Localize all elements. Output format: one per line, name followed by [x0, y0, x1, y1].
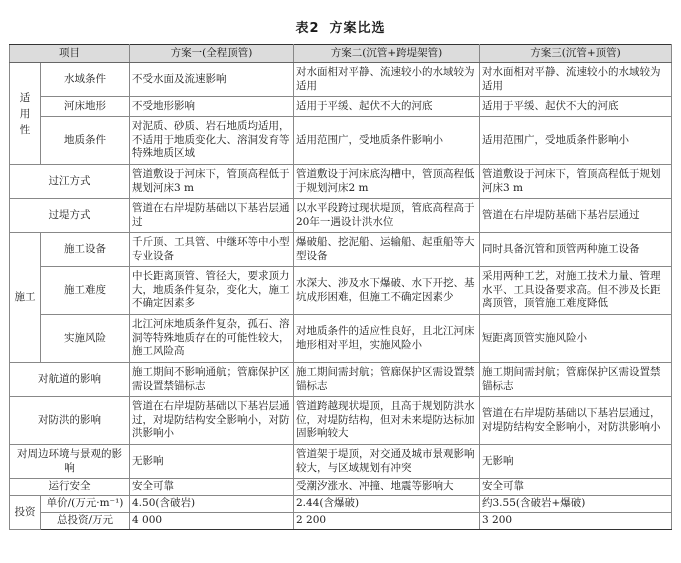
group-applicability [10, 63, 41, 165]
cell-plan2: 对地质条件的适应性良好，且北江河床地形相对平坦，实施风险小 [294, 315, 480, 363]
cell-plan1: 管道敷设于河床下，管顶高程低于规划河床3 m [130, 165, 294, 199]
cell-plan2: 适用于平缓、起伏不大的河底 [294, 97, 480, 117]
table-row [10, 97, 672, 117]
cell-plan3: 采用两种工艺，对施工技术力量、管理水平、工具设备要求高。但不涉及长距离顶管，顶管施工难度降低 [480, 267, 672, 315]
table-row [10, 63, 672, 97]
cell-plan3: 适用范围广，受地质条件影响小 [480, 117, 672, 165]
cell-plan3: 适用于平缓、起伏不大的河底 [480, 97, 672, 117]
table-row [10, 165, 672, 199]
cell-plan3: 施工期间需封航；管廊保护区需设置禁锚标志 [480, 363, 672, 397]
table-row [10, 315, 672, 363]
table-row [10, 117, 672, 165]
cell-plan2: 管道架于堤顶，对交通及城市景观影响较大，与区域规划有冲突 [294, 445, 480, 479]
cell-plan2: 以水平段跨过现状堤顶，管底高程高于20年一遇设计洪水位 [294, 199, 480, 233]
cell-plan3: 3 200 [480, 513, 672, 530]
cell-plan1: 管道在右岸堤防基础以下基岩层通过，对堤防结构安全影响小，对防洪影响小 [130, 397, 294, 445]
cell-plan3: 管道敷设于河床下，管顶高程低于规划河床3 m [480, 165, 672, 199]
header-plan3: 方案三(沉管+顶管) [480, 45, 672, 63]
cell-plan1: 管道在右岸堤防基础以下基岩层通过 [130, 199, 294, 233]
cell-plan3: 对水面相对平静、流速较小的水域较为适用 [480, 63, 672, 97]
table-row [10, 479, 672, 496]
table-number: 表2 [295, 21, 320, 36]
cell-plan1: 北江河床地质条件复杂，孤石、溶洞等特殊地质存在的可能性较大，施工风险高 [130, 315, 294, 363]
cell-plan1: 不受水面及流速影响 [130, 63, 294, 97]
row-label: 实施风险 [41, 315, 130, 363]
table-row [10, 233, 672, 267]
cell-plan2: 爆破船、挖泥船、运输船、起重船等大型设备 [294, 233, 480, 267]
group-char: 性 [19, 123, 31, 136]
table-row [10, 496, 672, 513]
cell-plan2: 对水面相对平静、流速较小的水域较为适用 [294, 63, 480, 97]
table-caption: 方案比选 [329, 21, 386, 36]
cell-plan3: 管道在右岸堤防基础下基岩层通过 [480, 199, 672, 233]
cell-plan3: 无影响 [480, 445, 672, 479]
group-char: 用 [19, 107, 31, 120]
header-item: 项目 [10, 45, 130, 63]
cell-plan2: 适用范围广，受地质条件影响小 [294, 117, 480, 165]
row-label: 对航道的影响 [10, 363, 130, 397]
cell-plan3: 管道在右岸堤防基础以下基岩层通过，对堤防结构安全影响小，对防洪影响小 [480, 397, 672, 445]
cell-plan2: 受潮汐涨水、冲撞、地震等影响大 [294, 479, 480, 496]
table-row [10, 199, 672, 233]
cell-plan1: 千斤顶、工具管、中继环等中小型专业设备 [130, 233, 294, 267]
table-row [10, 363, 672, 397]
table-row [10, 513, 672, 530]
row-label: 过堤方式 [10, 199, 130, 233]
cell-plan2: 水深大、涉及水下爆破、水下开挖、基坑成形困难，但施工不确定因素少 [294, 267, 480, 315]
header-plan2: 方案二(沉管+跨堤架管) [294, 45, 480, 63]
cell-plan3: 约3.55(含破岩+爆破) [480, 496, 672, 513]
cell-plan2: 管道跨越现状堤顶，且高于规划防洪水位，对堤防结构，但对未来堤防达标加固影响较大 [294, 397, 480, 445]
cell-plan3: 安全可靠 [480, 479, 672, 496]
row-label: 单价/(万元·m⁻¹) [41, 496, 130, 513]
row-label: 对防洪的影响 [10, 397, 130, 445]
cell-plan2: 2 200 [294, 513, 480, 530]
cell-plan1: 4 000 [130, 513, 294, 530]
row-label: 运行安全 [10, 479, 130, 496]
cell-plan1: 安全可靠 [130, 479, 294, 496]
row-label: 总投资/万元 [41, 513, 130, 530]
cell-plan1: 对泥质、砂质、岩石地质均适用，不适用于地质变化大、溶洞发育等特殊地质区域 [130, 117, 294, 165]
group-char: 适 [19, 91, 31, 104]
table-header-row [10, 45, 672, 63]
row-label: 过江方式 [10, 165, 130, 199]
row-label: 水域条件 [41, 63, 130, 97]
table-row [10, 445, 672, 479]
cell-plan2: 管道敷设于河床底沟槽中，管顶高程低于规划河床2 m [294, 165, 480, 199]
cell-plan2: 2.44(含爆破) [294, 496, 480, 513]
table-title [0, 17, 681, 36]
cell-plan1: 无影响 [130, 445, 294, 479]
group-construction: 施工 [10, 233, 41, 363]
comparison-table [9, 44, 672, 530]
table-row [10, 397, 672, 445]
cell-plan1: 4.50(含破岩) [130, 496, 294, 513]
cell-plan2: 施工期间需封航；管廊保护区需设置禁锚标志 [294, 363, 480, 397]
cell-plan3: 短距离顶管实施风险小 [480, 315, 672, 363]
cell-plan1: 中长距离顶管、管径大，要求顶力大，地质条件复杂，变化大，施工不确定因素多 [130, 267, 294, 315]
row-label: 地质条件 [41, 117, 130, 165]
cell-plan1: 施工期间不影响通航；管廊保护区需设置禁锚标志 [130, 363, 294, 397]
row-label: 施工难度 [41, 267, 130, 315]
row-label: 对周边环境与景观的影响 [10, 445, 130, 479]
group-investment: 投资 [10, 496, 41, 530]
row-label: 河床地形 [41, 97, 130, 117]
cell-plan3: 同时具备沉管和顶管两种施工设备 [480, 233, 672, 267]
table-row [10, 267, 672, 315]
row-label: 施工设备 [41, 233, 130, 267]
cell-plan1: 不受地形影响 [130, 97, 294, 117]
header-plan1: 方案一(全程顶管) [130, 45, 294, 63]
